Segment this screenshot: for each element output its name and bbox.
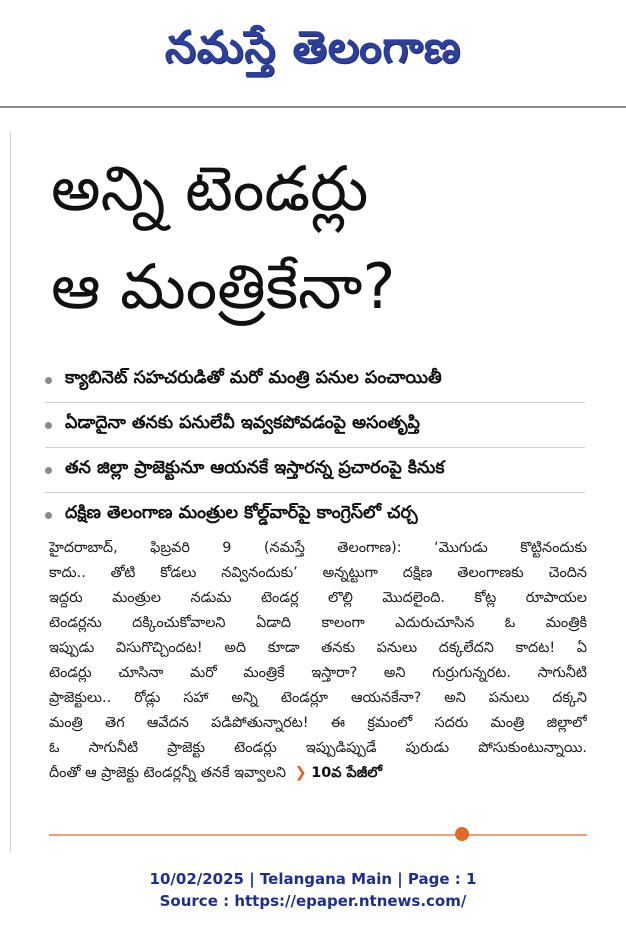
body-line: ప్రాజెక్టులు.. రోడ్లు సహా అన్ని టెండర్లూ ఆయనకేనా? అని పనులు దక్కని	[49, 690, 587, 706]
continued-page-link[interactable]: 10వ పేజీలో	[311, 765, 383, 781]
body-line: కాదు.. తోటి కోడలు నవ్వినందుకు’ అన్నట్టుగా దక్షిణ తెలంగాణకు చెందిన	[49, 565, 587, 581]
sub-headline-item	[45, 448, 585, 493]
continued-arrow-icon: ❯	[294, 765, 307, 781]
sub-headline-text: తన జిల్లా ప్రాజెక్టునూ ఆయనకే ఇస్తారన్న ప్రచారంపై కినుక	[65, 458, 445, 478]
sub-headline-text: ఏడాదైనా తనకు పనులేవీ ఇవ్వకపోవడంపై అసంతృప్తి	[65, 413, 420, 433]
divider-dot-icon	[455, 827, 469, 841]
body-line: టెండర్లను దక్కించుకోవాలని ఏడాది కాలంగా ఎదురుచూసిన ఓ మంత్రికి	[49, 615, 587, 631]
body-last-line-text: దీంతో ఆ ప్రాజెక్టు టెండర్లన్నీ తనకే ఇవ్వాలని	[49, 765, 287, 781]
sub-headline-item	[45, 493, 585, 537]
headline	[51, 140, 611, 336]
body-line: హైదరాబాద్, ఫిబ్రవరి 9 (నమస్తే తెలంగాణ): ‘మొగుడు కొట్టినందుకు	[49, 540, 587, 556]
body-last-line	[49, 761, 587, 786]
sub-headline-item	[45, 403, 585, 448]
masthead	[0, 0, 626, 106]
bullet-icon	[45, 377, 52, 384]
article-end-divider	[49, 834, 587, 836]
edition-info: 10/02/2025 | Telangana Main | Page : 1	[149, 870, 477, 888]
body-line: టెండర్లు చూసినా మరో మంత్రికే ఇస్తారా? అని గుర్రుగున్నరట. సాగునీటి	[49, 665, 587, 681]
body-line: మంత్రి తెగ ఆవేదన పడిపోతున్నారట! ఈ క్రమంలో సదరు మంత్రి జిల్లాలో	[49, 715, 587, 731]
bullet-icon	[45, 512, 52, 519]
sub-headline-item	[45, 358, 585, 403]
sub-headline-text: దక్షిణ తెలంగాణ మంత్రుల కోల్డ్‌వార్‌పై కాంగ్రెస్‌లో చర్చ	[65, 503, 418, 523]
source-link[interactable]: Source : https://epaper.ntnews.com/	[159, 892, 467, 910]
body-line: ఇద్దరు మంత్రుల నడుమ టెండర్ల లొల్లి మొదలైంది. కోట్ల రూపాయల	[49, 590, 587, 606]
article	[10, 132, 617, 852]
sub-headline-text: క్యాబినెట్ సహచరుడితో మరో మంత్రి పనుల పంచాయితీ	[65, 368, 442, 388]
body-line: ఇప్పుడు విసుగొచ్చిందట! అది కూడా తనకు పనులు దక్కలేదని కాదట! ఏ	[49, 640, 587, 656]
headline-line-1: అన్ని టెండర్లు	[51, 152, 369, 225]
bullet-icon	[45, 467, 52, 474]
newspaper-logo: నమస్తే తెలంగాణ	[164, 22, 462, 73]
body-line: ఓ సాగునీటి ప్రాజెక్టు టెండర్లు ఇప్పుడిప్పుడే పురుడు పోసుకుంటున్నాయి.	[49, 740, 587, 756]
bullet-icon	[45, 422, 52, 429]
article-body	[49, 536, 587, 786]
masthead-divider	[0, 106, 626, 108]
page-footer	[0, 868, 626, 912]
sub-headline-list	[45, 358, 585, 537]
headline-line-2: ఆ మంత్రికేనా?	[51, 250, 396, 323]
